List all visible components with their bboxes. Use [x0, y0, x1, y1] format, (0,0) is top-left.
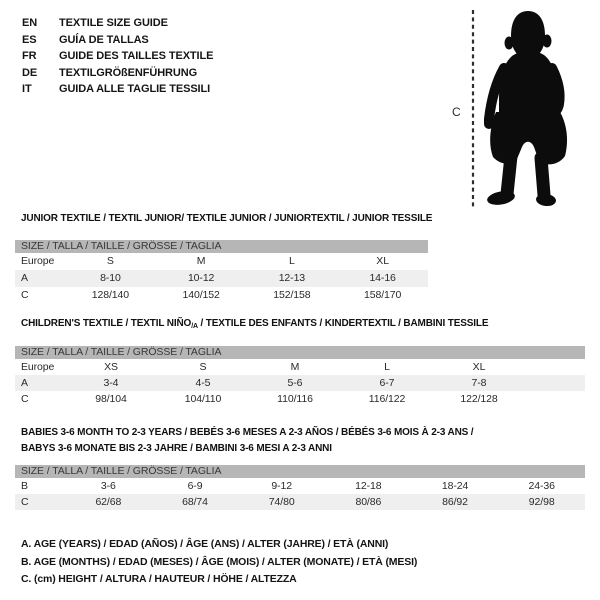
- row-label: C: [21, 289, 29, 301]
- cell: 8-10: [100, 272, 121, 284]
- cell: 116/122: [368, 393, 406, 405]
- table-row-height: [15, 287, 428, 304]
- cell: 4-5: [195, 377, 211, 389]
- footnote-age-months: B. AGE (MONTHS) / EDAD (MESES) / ÂGE (MOIS) / ALTER (MONATE) / ETÀ (MESI): [21, 555, 418, 568]
- cell: S: [106, 255, 114, 267]
- lang-title: TEXTILE SIZE GUIDE: [59, 17, 168, 29]
- lang-row-it: [22, 81, 213, 98]
- table-row-europe: [15, 253, 428, 270]
- title-suffix: / TEXTILE DES ENFANTS / KINDERTEXTIL / BAMBINI TESSILE: [197, 318, 489, 329]
- cell: 24-36: [528, 480, 555, 492]
- cell: M: [290, 361, 300, 373]
- cell: 18-24: [441, 480, 469, 492]
- table-row-months: [15, 478, 585, 494]
- size-header-bar: SIZE / TALLA / TAILLE / GRÖSSE / TAGLIA: [15, 240, 428, 253]
- title-prefix: CHILDREN'S TEXTILE / TEXTIL NIÑO: [21, 318, 192, 329]
- lang-code: ES: [22, 33, 37, 46]
- cell: XS: [104, 361, 118, 373]
- babies-section-title-line2: BABYS 3-6 MONATE BIS 2-3 JAHRE / BAMBINI 3-6 MESI A 2-3 ANNI: [21, 443, 332, 454]
- cell: 86/92: [442, 496, 468, 508]
- cell: 128/140: [91, 289, 129, 301]
- cell: 68/74: [182, 496, 208, 508]
- cell: 10-12: [187, 272, 215, 284]
- cell: 3-4: [103, 377, 119, 389]
- cell: 122/128: [460, 393, 498, 405]
- row-label: A: [21, 272, 28, 284]
- lang-code: FR: [22, 50, 37, 62]
- height-measure-dashed-line: [468, 8, 478, 210]
- row-label: C: [21, 393, 29, 405]
- cell: S: [199, 361, 207, 373]
- cell: 6-9: [187, 480, 203, 492]
- size-header-bar: SIZE / TALLA / TAILLE / GRÖSSE / TAGLIA: [15, 346, 585, 359]
- lang-code: DE: [22, 66, 38, 79]
- row-label: C: [21, 496, 29, 508]
- toddler-silhouette: [484, 6, 576, 208]
- lang-title: GUIDE DES TAILLES TEXTILE: [59, 50, 214, 62]
- lang-title: GUÍA DE TALLAS: [59, 33, 149, 46]
- babies-size-table: [15, 465, 585, 510]
- row-label: B: [21, 480, 28, 492]
- legend-footnotes: [21, 536, 417, 589]
- cell: 80/86: [355, 496, 382, 508]
- lang-code: IT: [22, 83, 32, 95]
- cell: 14-16: [369, 272, 396, 284]
- cell: L: [289, 255, 295, 267]
- cell: 92/98: [528, 496, 555, 508]
- title-subscript: /A: [191, 323, 198, 330]
- cell: 12-18: [355, 480, 382, 492]
- lang-row-de: [22, 65, 213, 82]
- cell: XL: [472, 361, 486, 373]
- lang-code: EN: [22, 17, 38, 29]
- junior-size-table: [15, 240, 428, 304]
- size-header-bar: SIZE / TALLA / TAILLE / GRÖSSE / TAGLIA: [15, 465, 585, 478]
- children-size-table: [15, 346, 585, 407]
- cell: 5-6: [287, 377, 303, 389]
- cell: 6-7: [379, 377, 395, 389]
- cell: 152/158: [273, 289, 311, 301]
- table-row-age: [15, 270, 428, 287]
- table-row-height: [15, 494, 585, 510]
- cell: 74/80: [268, 496, 295, 508]
- cell: 3-6: [100, 480, 116, 492]
- spacer: [525, 375, 585, 391]
- cell: 7-8: [471, 377, 487, 389]
- lang-title: TEXTILGRÖßENFÜHRUNG: [59, 66, 198, 79]
- cell: 98/104: [95, 393, 127, 405]
- table-row-europe: [15, 359, 585, 375]
- lang-row-fr: [22, 48, 213, 65]
- footnote-height: C. (cm) HEIGHT / ALTURA / HAUTEUR / HÖHE / ALTEZZA: [21, 573, 297, 585]
- cell: 158/170: [363, 289, 402, 301]
- table-row-height: [15, 391, 585, 407]
- cell: L: [384, 361, 390, 373]
- cell: 62/68: [95, 496, 122, 508]
- language-title-list: [22, 15, 213, 98]
- table-row-age: [15, 375, 585, 391]
- lang-row-en: [22, 15, 213, 32]
- spacer: [525, 359, 585, 375]
- spacer: [525, 391, 585, 407]
- junior-section-title: JUNIOR TEXTILE / TEXTIL JUNIOR/ TEXTILE JUNIOR / JUNIORTEXTIL / JUNIOR TESSILE: [21, 213, 433, 224]
- lang-row-es: [22, 32, 213, 49]
- height-measure-label: C: [452, 105, 461, 119]
- row-label: Europe: [21, 255, 55, 267]
- cell: 140/152: [182, 289, 220, 301]
- cell: M: [196, 255, 206, 267]
- lang-title: GUIDA ALLE TAGLIE TESSILI: [59, 83, 211, 95]
- cell: 110/116: [277, 393, 313, 405]
- footnote-age-years: A. AGE (YEARS) / EDAD (AÑOS) / ÂGE (ANS) / ALTER (JAHRE) / ETÀ (ANNI): [21, 538, 389, 550]
- cell: 12-13: [278, 272, 306, 284]
- cell: 104/110: [184, 393, 222, 405]
- row-label: A: [21, 377, 28, 389]
- cell: 9-12: [271, 480, 292, 492]
- row-label: Europe: [21, 361, 55, 373]
- babies-section-title-line1: BABIES 3-6 MONTH TO 2-3 YEARS / BEBÉS 3-6 MESES A 2-3 AÑOS / BÉBÉS 3-6 MOIS À 2-3 ANS /: [21, 427, 474, 438]
- cell: XL: [376, 255, 389, 267]
- children-section-title: [21, 318, 488, 330]
